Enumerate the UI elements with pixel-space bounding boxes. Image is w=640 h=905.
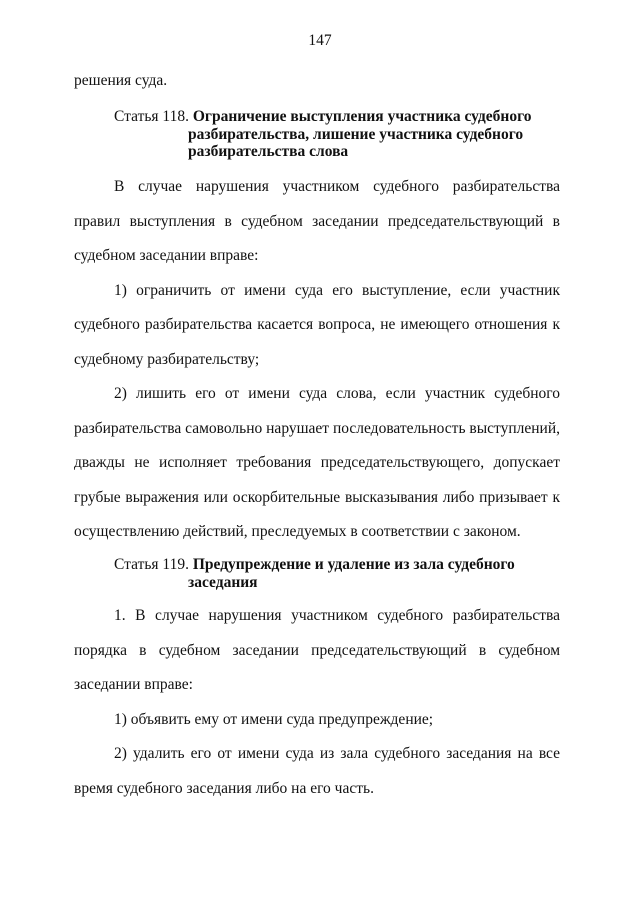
article-118-paragraph-2: 1) ограничить от имени суда его выступление, если участник судебного разбирательства касается вопроса, не имеющего отношения к судебному разбирательству;: [74, 281, 560, 368]
article-119-body: [74, 599, 560, 806]
article-118-paragraph-3: 2) лишить его от имени суда слова, если участник судебного разбирательства самовольно нарушает последовательность выступлений, дважды не исполняет требования председательствующего, допускает грубые выражения или оскорбительные высказывания либо призывает к осуществлению действий, преследуемых в соответствии с законом.: [74, 385, 560, 540]
article-119-paragraph-1: 1. В случае нарушения участником судебного разбирательства порядка в судебном заседании председательствующий в судебном заседании вправе:: [74, 607, 560, 693]
article-119-paragraph-3: 2) удалить его от имени суда из зала судебного заседания на все время судебного заседания либо на его часть.: [74, 745, 560, 797]
article-118-body: [74, 170, 560, 550]
intro-tail-paragraph: решения суда.: [74, 72, 168, 89]
article-118-title-line3: разбирательства слова: [188, 143, 349, 160]
article-118-paragraph-1: В случае нарушения участником судебного разбирательства правил выступления в судебном заседании председательствующий в судебном заседании вправе:: [74, 178, 560, 264]
article-118-number: Статья 118.: [114, 108, 189, 125]
article-118-title-line2: разбирательства, лишение участника судебного: [188, 125, 524, 143]
article-118-title-line1: Ограничение выступления участника судебного: [192, 108, 532, 125]
article-118-heading: [114, 108, 560, 161]
intro-tail-block: [74, 64, 560, 99]
article-119-heading: [114, 556, 560, 591]
article-119-title-line2: заседания: [188, 573, 258, 591]
article-119-title-line1: Предупреждение и удаление из зала судебного: [192, 556, 515, 573]
article-119-paragraph-2: 1) объявить ему от имени суда предупреждение;: [114, 710, 434, 728]
article-119-number: Статья 119.: [114, 556, 189, 573]
page-number: 147: [308, 32, 332, 49]
